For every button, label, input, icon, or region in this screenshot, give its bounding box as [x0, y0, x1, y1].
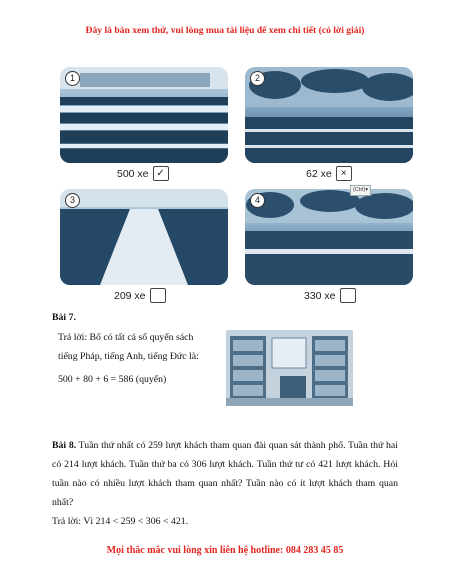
- answer-checkbox-2[interactable]: ×: [336, 166, 352, 181]
- exercise-7-answer-line1: Trả lời: Bố có tất cả số quyển sách: [58, 332, 194, 343]
- photo-caption-1: [117, 166, 169, 181]
- bottom-hotline-banner: Mọi thắc mắc vui lòng xin liên hệ hotline: 084 283 45 85: [106, 545, 344, 556]
- photo-number-badge: 3: [65, 193, 80, 208]
- parking-photo-1: [60, 67, 228, 163]
- parking-photo-2: [245, 67, 413, 163]
- answer-checkbox-3[interactable]: [150, 288, 166, 303]
- exercise-8-paragraph: [52, 436, 398, 512]
- library-illustration: [226, 330, 353, 406]
- caption-text: 500 xe: [117, 167, 149, 180]
- bookshelf-scene: [226, 330, 353, 406]
- photo-number-badge: 2: [250, 71, 265, 86]
- paste-options-tag[interactable]: (Ctrl)▾: [350, 185, 371, 196]
- exercise-8-answer: Trả lời: Vì 214 < 259 < 306 < 421.: [52, 516, 189, 527]
- photo-number-badge: 1: [65, 71, 80, 86]
- answer-checkbox-4[interactable]: [340, 288, 356, 303]
- top-preview-banner: Đây là bản xem thử, vui lòng mua tài liệu để xem chi tiết (có lời giải): [85, 25, 365, 36]
- exercise-7-title: Bài 7.: [52, 312, 76, 323]
- parking-scene-3: [60, 189, 228, 285]
- photo-number-badge: 4: [250, 193, 265, 208]
- photo-caption-4: [304, 288, 356, 303]
- caption-text: 330 xe: [304, 289, 336, 302]
- parking-photo-3: [60, 189, 228, 285]
- exercise-7-calculation: 500 + 80 + 6 = 586 (quyển): [58, 374, 167, 385]
- parking-photo-4: [245, 189, 413, 285]
- exercise-8-text: Tuần thứ nhất có 259 lượt khách tham quan đài quan sát thành phố. Tuần thứ hai có 214 lượt khách. Tuần thứ ba có 306 lượt khách. Tuần thứ tư có 421 lượt khách. Hỏi tuần nào có nhiều lượt khách tham quan nhất? Tuần nào có ít lượt khách tham quan nhất?: [52, 440, 398, 508]
- parking-scene-2: [245, 67, 413, 163]
- exercise-7-answer-line2: tiếng Pháp, tiếng Anh, tiếng Đức là:: [58, 351, 199, 362]
- parking-scene-4: [245, 189, 413, 285]
- answer-checkbox-1[interactable]: ✓: [153, 166, 169, 181]
- caption-text: 62 xe: [306, 167, 332, 180]
- parking-scene-1: [60, 67, 228, 163]
- exercise-8-title: Bài 8.: [52, 440, 77, 451]
- caption-text: 209 xe: [114, 289, 146, 302]
- photo-caption-3: [114, 288, 166, 303]
- photo-caption-2: [306, 166, 352, 181]
